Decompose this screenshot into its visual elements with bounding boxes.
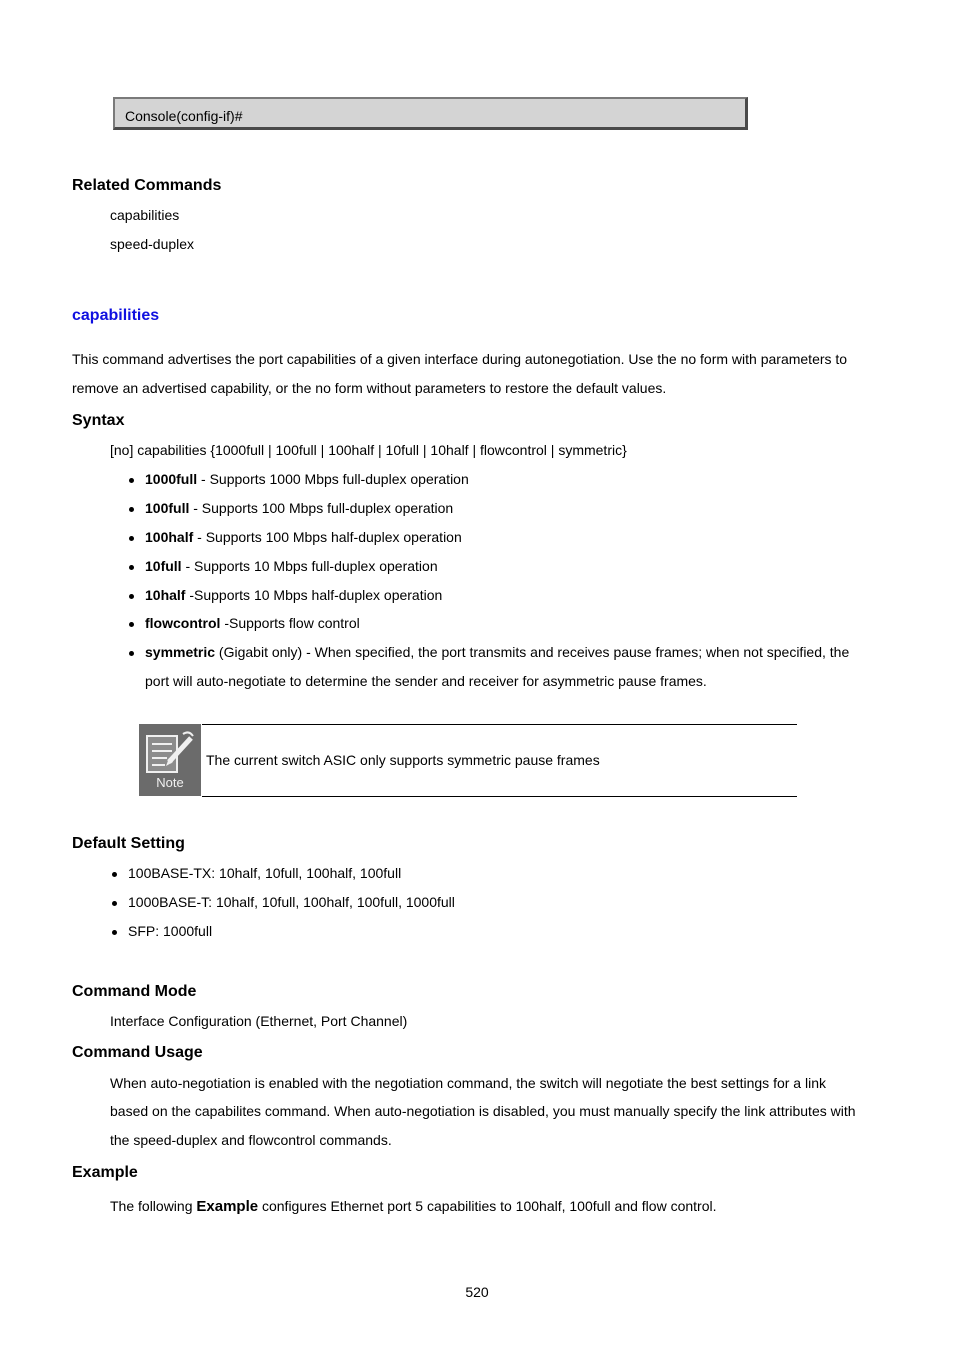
syntax-param: 10full - Supports 10 Mbps full-duplex operation [145,558,438,574]
note-divider [202,796,797,797]
default-setting-heading: Default Setting [72,835,185,852]
command-mode-text: Interface Configuration (Ethernet, Port Channel) [110,1013,408,1029]
syntax-param: 10half -Supports 10 Mbps half-duplex operation [145,587,443,603]
section-description: remove an advertised capability, or the no form without parameters to restore the default values. [72,380,667,396]
syntax-heading: Syntax [72,412,125,429]
syntax-param: 1000full - Supports 1000 Mbps full-duplex operation [145,471,469,487]
syntax-param: 100full - Supports 100 Mbps full-duplex operation [145,500,454,516]
default-setting-item: SFP: 1000full [128,923,213,939]
command-mode-heading: Command Mode [72,983,197,1000]
example-text: The following Example configures Ethernet port 5 capabilities to 100half, 100full and flow control. [110,1198,717,1215]
default-setting-item: 100BASE-TX: 10half, 10full, 100half, 100full [128,865,402,881]
command-usage-text: When auto-negotiation is enabled with the negotiation command, the switch will negotiate the best settings for a link [110,1075,826,1091]
related-command-item: capabilities [110,207,180,223]
syntax-command: [no] capabilities {1000full | 100full | 100half | 10full | 10half | flowcontrol | symmetric} [110,442,627,458]
example-heading: Example [72,1164,138,1181]
default-setting-item: 1000BASE-T: 10half, 10full, 100half, 100full, 1000full [128,894,455,910]
note-icon [139,724,201,796]
section-title: capabilities [72,307,160,324]
command-usage-text: the speed-duplex and flowcontrol commands. [110,1132,392,1148]
console-prompt: Console(config-if)# [125,108,243,124]
syntax-param-continuation: port will auto-negotiate to determine the sender and receiver for asymmetric pause frames. [145,673,707,689]
page-number: 520 [465,1284,489,1300]
note-divider [202,724,797,725]
note-icon-label: Note [156,775,184,790]
related-command-item: speed-duplex [110,236,195,252]
note-text: The current switch ASIC only supports symmetric pause frames [206,752,600,768]
syntax-param: flowcontrol -Supports flow control [145,615,360,631]
command-usage-heading: Command Usage [72,1044,203,1061]
note-pencil-icon [139,724,201,796]
syntax-param: symmetric (Gigabit only) - When specified, the port transmits and receives pause frames; when not specified, the [145,644,850,660]
syntax-param: 100half - Supports 100 Mbps half-duplex operation [145,529,462,545]
related-commands-heading: Related Commands [72,177,222,194]
section-description: This command advertises the port capabilities of a given interface during autonegotiation. Use the no form with parameters to [72,351,848,367]
command-usage-text: based on the capabilites command. When auto-negotiation is disabled, you must manually specify the link attributes with [110,1103,856,1119]
